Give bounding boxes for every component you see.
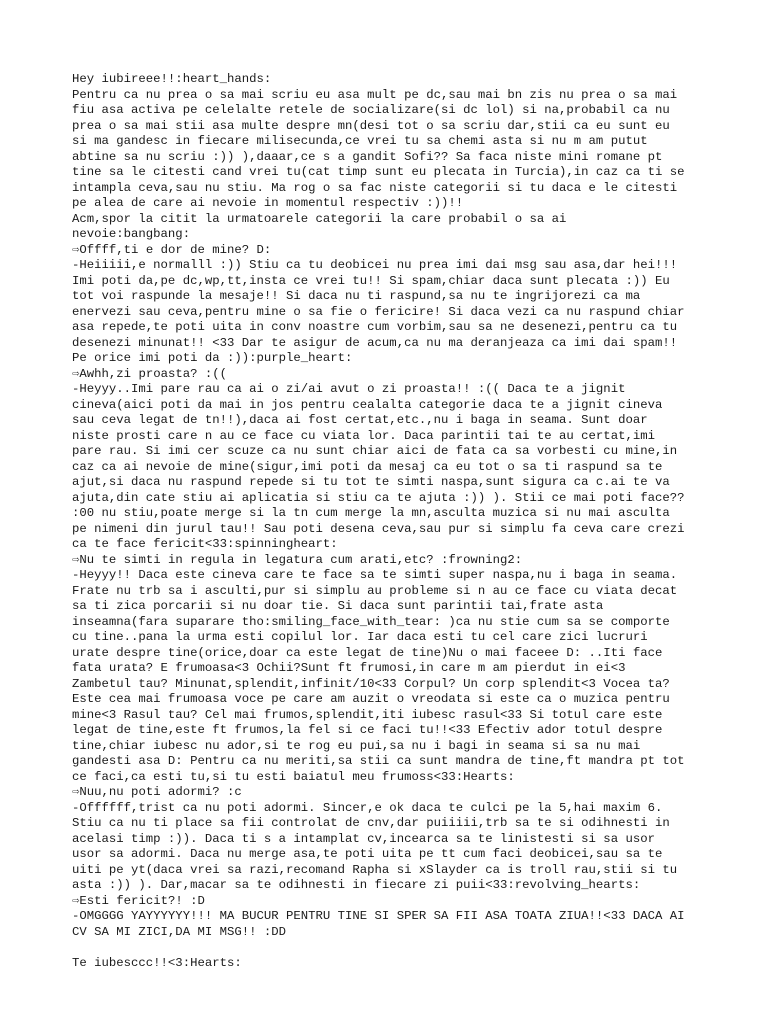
text-line: Acm,spor la citit la urmatoarele categorii la care probabil o sa ai xyxy=(72,211,567,226)
text-line: Stiu ca nu ti place sa fii controlat de cnv,dar puiiiii,trb sa te si odihnesti in xyxy=(72,816,670,830)
text-line: Este cea mai frumoasa voce pe care am auzit o vreodata si este ca o muzica pentru xyxy=(72,692,670,706)
text-line: legat de tine,este ft frumos,la fel si ce faci tu!!<33 Efectiv ador totul despre xyxy=(72,723,663,737)
text-line: ⇨Nuu,nu poti adormi? :c xyxy=(72,785,242,799)
text-line: gandesti asa D: Pentru ca nu meriti,sa stii ca sunt mandra de tine,ft mandra pt tot xyxy=(72,754,685,768)
text-line: asa repede,te poti uita in conv noastre cum vorbim,sau sa ne desenezi,pentru ca tu xyxy=(72,320,678,334)
text-line: ⇨Nu te simti in regula in legatura cum arati,etc? :frowning2: xyxy=(72,552,523,567)
text-line: mine<3 Rasul tau? Cel mai frumos,splendit,iti iubesc rasul<33 Si totul care este xyxy=(72,707,663,722)
text-line: enervezi sau ceva,pentru mine o sa fie o fericire! Si daca vezi ca nu raspund chiar xyxy=(72,304,685,319)
text-line: abtine sa nu scriu :)) ),daaar,ce s a gandit Sofi?? Sa faca niste mini romane pt xyxy=(72,149,663,164)
text-line: caz ca ai nevoie de mine(sigur,imi poti da mesaj ca eu tot o sa ti raspund sa te xyxy=(72,459,663,474)
text-line: Hey iubireee!!:heart_hands: xyxy=(72,72,272,86)
text-line: ce faci,ca esti tu,si tu esti baiatul meu frumoss<33:Hearts: xyxy=(72,769,515,784)
text-line: desenezi minunat!! <33 Dar te asigur de acum,ca nu ma deranjeaza ca imi dai spam!! xyxy=(72,335,678,350)
text-line: sau ceva legat de tn!!),daca ai fost certat,etc.,nu i baga in seama. Sunt doar xyxy=(72,413,648,427)
text-line: tot voi raspunde la mesaje!! Si daca nu ti raspund,sa nu te ingrijorezi ca ma xyxy=(72,289,641,303)
text-line: Imi poti da,pe dc,wp,tt,insta ce vrei tu!! Si spam,chiar daca sunt plecata :)) Eu xyxy=(72,273,670,288)
text-line: pe alea de care ai nevoie in momentul respectiv :))!! xyxy=(72,196,464,210)
text-line: si ma gandesc in fiecare milisecunda,ce vrei tu sa chemi asta si nu m am putut xyxy=(72,134,648,148)
text-line: usor sa adormi. Daca nu merge asa,te poti uita pe tt cum faci deobicei,sau sa te xyxy=(72,847,663,861)
text-line: tine sa le citesti cand vrei tu(cat timp sunt eu plecata in Turcia),in caz ca ti se xyxy=(72,165,685,179)
blank-line xyxy=(72,940,702,956)
text-line: Pentru ca nu prea o sa mai scriu eu asa mult pe dc,sau mai bn zis nu prea o sa mai xyxy=(72,87,678,102)
text-line: -OMGGGG YAYYYYYY!!! MA BUCUR PENTRU TINE SI SPER SA FII ASA TOATA ZIUA!!<33 DACA AI xyxy=(72,909,685,923)
text-line: pe nimeni din jurul tau!! Sau poti desena ceva,sau pur si simplu fa ceva care crezi xyxy=(72,521,685,536)
text-line: prea o sa mai stii asa multe despre mn(desi tot o sa scriu dar,stii ca eu sunt eu xyxy=(72,118,670,133)
text-line: Te iubesccc!!<3:Hearts: xyxy=(72,955,242,970)
text-line: cineva(aici poti da mai in jos pentru cealalta categorie daca te a jignit cineva xyxy=(72,397,663,412)
text-line: inseamna(fara suparare tho:smiling_face_with_tear: )ca nu stie cum sa se comporte xyxy=(72,614,670,629)
text-line: acelasi timp :)). Daca ti s a intamplat cv,incearca sa te linistesti si sa usor xyxy=(72,831,655,846)
text-line: -Heiiiii,e normalll :)) Stiu ca tu deobicei nu prea imi dai msg sau asa,dar hei!!! xyxy=(72,258,678,272)
text-line: Frate nu trb sa i asculti,pur si simplu au probleme si n au ce face cu viata decat xyxy=(72,583,678,598)
text-line: niste prosti care n au ce face cu viata lor. Daca parintii tai te au certat,imi xyxy=(72,428,655,443)
text-line: tine,chiar iubesc nu ador,si te rog eu pui,sa nu i bagi in seama si sa nu mai xyxy=(72,738,641,753)
document-page xyxy=(72,72,702,971)
text-line: -Heyyy!! Daca este cineva care te face sa te simti super naspa,nu i baga in seama. xyxy=(72,568,678,582)
text-line: intampla ceva,sau nu stiu. Ma rog o sa fac niste categorii si tu daca e le citesti xyxy=(72,180,678,195)
text-line: pare rau. Si imi cer scuze ca nu sunt chiar aici de fata ca sa vorbesti cu mine,in xyxy=(72,444,678,458)
text-line: nevoie:bangbang: xyxy=(72,227,191,241)
text-line: asta :)) ). Dar,macar sa te odihnesti in fiecare zi puii<33:revolving_hearts: xyxy=(72,878,641,892)
text-line: ca te face fericit<33:spinningheart: xyxy=(72,537,338,551)
text-line: ajut,si daca nu raspund repede si tu tot te simti naspa,sunt sigura ca c.ai te va xyxy=(72,475,670,489)
text-line: ajuta,din cate stiu ai aplicatia si stiu ca te ajuta :)) ). Stii ce mai poti face?? xyxy=(72,490,685,505)
text-line: Zambetul tau? Minunat,splendit,infinit/10<33 Corpul? Un corp splendit<3 Vocea ta? xyxy=(72,676,670,691)
text-line: Pe orice imi poti da :)):purple_heart: xyxy=(72,351,353,365)
text-line: urate despre tine(orice,doar ca este legat de tine)Nu o mai faceee D: ..Iti face xyxy=(72,645,663,660)
text-line: ⇨Offff,ti e dor de mine? D: xyxy=(72,242,272,257)
text-line: ⇨Esti fericit?! :D xyxy=(72,893,205,908)
text-line: -Offffff,trist ca nu poti adormi. Sincer,e ok daca te culci pe la 5,hai maxim 6. xyxy=(72,800,663,815)
text-line: fiu asa activa pe celelalte retele de socializare(si dc lol) si na,probabil ca nu xyxy=(72,103,670,117)
text-line: -Heyyy..Imi pare rau ca ai o zi/ai avut o zi proasta!! :(( Daca te a jignit xyxy=(72,382,626,396)
text-line: fata urata? E frumoasa<3 Ochii?Sunt ft frumosi,in care m am pierdut in ei<3 xyxy=(72,661,626,675)
text-line: :00 nu stiu,poate merge si la tn cum merge la mn,asculta muzica si nu mai asculta xyxy=(72,506,670,520)
text-line: CV SA MI ZICI,DA MI MSG!! :DD xyxy=(72,924,287,939)
text-line: sa ti zica porcarii si nu doar tie. Si daca sunt parintii tai,frate asta xyxy=(72,599,604,613)
text-line: cu tine..pana la urma esti copilul lor. Iar daca esti tu cel care zici lucruri xyxy=(72,630,648,644)
text-line: uiti pe yt(daca vrei sa razi,recomand Rapha si xSlayder ca is troll rau,stii si tu xyxy=(72,862,678,877)
text-line: ⇨Awhh,zi proasta? :(( xyxy=(72,366,227,381)
